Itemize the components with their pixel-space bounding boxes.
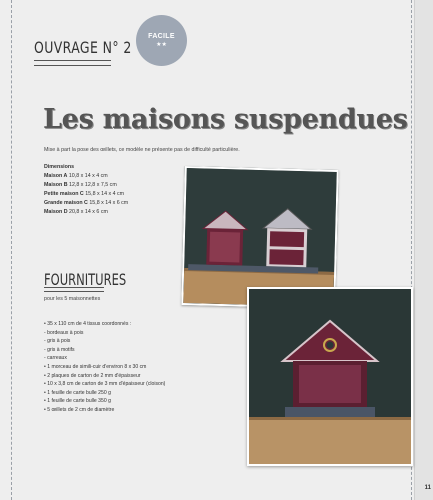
difficulty-stars: ★★ <box>156 42 167 48</box>
photo-single-house <box>247 287 413 466</box>
difficulty-badge <box>136 15 187 66</box>
section-label: OUVRAGE N° 2 <box>34 38 132 57</box>
list-item: • 1 morceau de simili-cuir d'environ 8 x 30 cm <box>44 363 147 370</box>
dimension-row: Grande maison C 15,8 x 14 x 6 cm <box>44 200 129 206</box>
section-label-underline <box>34 60 111 66</box>
intro-text: Mise à part la pose des œillets, ce modèle ne présente pas de difficulté particulière. <box>44 147 240 153</box>
supplies-list <box>44 320 165 415</box>
list-item: - gris à motifs <box>44 346 75 353</box>
supplies-heading: FOURNITURES <box>44 270 127 289</box>
page-right-edge <box>414 0 433 500</box>
list-item: • 10 x 3,8 cm de carton de 3 mm d'épaisseur (cloison) <box>44 381 166 388</box>
dimension-row: Maison D 20,8 x 14 x 6 cm <box>44 209 108 215</box>
list-item: - carreaux <box>44 355 67 362</box>
page-title: Les maisons suspendues <box>43 104 408 135</box>
list-item: • 1 feuille de carte bulle 350 g <box>44 398 111 405</box>
dimension-row: Maison A 10,8 x 14 x 4 cm <box>44 173 108 179</box>
dimension-row: Petite maison C 15,8 x 14 x 4 cm <box>44 191 125 197</box>
list-item: • 5 œillets de 2 cm de diamètre <box>44 406 115 413</box>
list-item: - gris à pois <box>44 338 71 345</box>
left-stitch-line <box>11 0 12 500</box>
list-item: • 2 plaques de carton de 2 mm d'épaisseur <box>44 372 141 379</box>
list-item: • 1 feuille de carte bulle 250 g <box>44 389 111 396</box>
supplies-subtitle: pour les 5 maisonnettes <box>44 296 101 302</box>
page-number: 11 <box>424 485 431 491</box>
difficulty-label: FACILE <box>148 33 175 40</box>
list-item: - bordeaux à pois <box>44 329 84 336</box>
dimensions-block <box>44 163 128 217</box>
dimensions-heading: Dimensions <box>44 164 75 170</box>
dimension-row: Maison B 12,8 x 12,8 x 7,5 cm <box>44 182 117 188</box>
list-item: • 35 x 110 cm de 4 tissus coordonnés : <box>44 321 132 327</box>
supplies-heading-underline <box>44 287 104 292</box>
